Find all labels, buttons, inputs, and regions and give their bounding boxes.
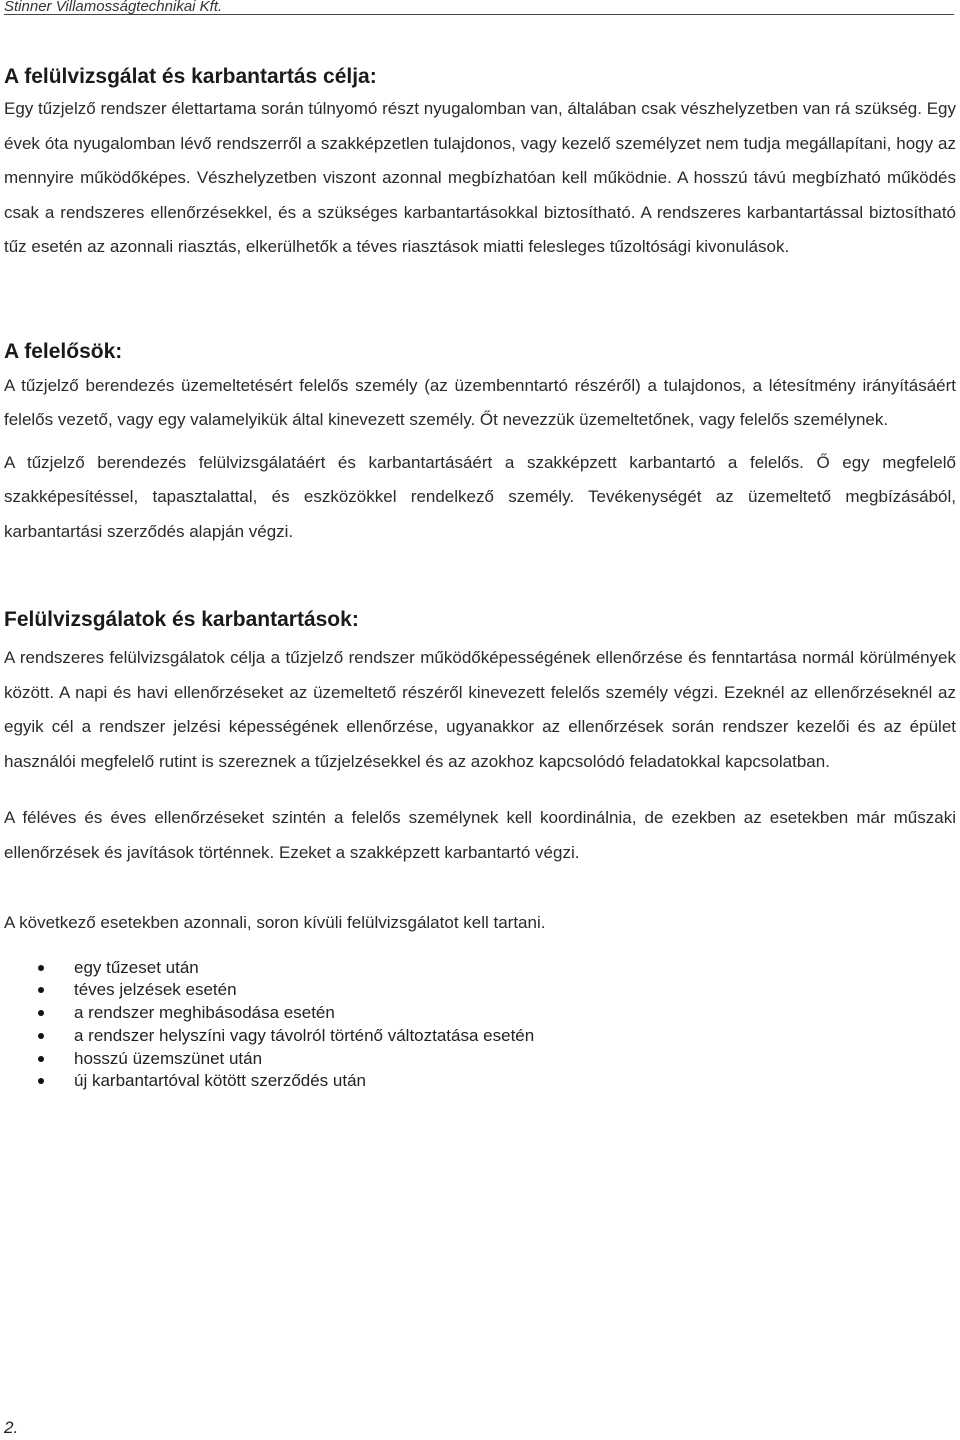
paragraph-maintainer: A tűzjelző berendezés felülvizsgálatáért és karbantartásáért a szakképzett karbantartó a felelős. Ő egy megfelelő szakképesítéssel, tapasztalattal, és eszközökkel rendelkező személy. Tevékenységét az üzemeltető megbízásából, karbantartási szerződés alapján végzi. [4, 452, 956, 541]
bullet-icon [38, 1010, 44, 1016]
paragraph-operator: A tűzjelző berendezés üzemeltetésért felelős személy (az üzembenntartó részéről) a tulajdonos, a létesítmény irányításáért felelős vezető, vagy egy valamelyikük által kinevezett személy. Őt nevezzük üzemeltetőnek, vagy felelős személynek. [4, 375, 956, 429]
document-body [4, 62, 956, 1093]
list-item-text: téves jelzések esetén [74, 980, 237, 1000]
list-item [4, 1070, 956, 1093]
paragraph-extraordinary-inspections: A következő esetekben azonnali, soron kívüli felülvizsgálatot kell tartani. [4, 913, 546, 932]
paragraph-purpose: Egy tűzjelző rendszer élettartama során túlnyomó részt nyugalomban van, általában csak vészhelyzetben van rá szükség. Egy évek óta nyugalomban lévő rendszerről a szakképzetlen tulajdonos, vagy kezelő személyzet nem tudja megállapítani, hogy az mennyire működőképes. Vészhelyzetben viszont azonnal megbízhatóan kell működnie. A hosszú távú megbízható működés csak a rendszeres ellenőrzésekkel, és a szükséges karbantartásokkal biztosítható. A rendszeres karbantartással biztosítható tűz esetén az azonnali riasztás, elkerülhetők a téves riasztások miatti felesleges tűzoltósági kivonulások. [4, 99, 956, 256]
list-item [4, 1025, 956, 1048]
bullet-icon [38, 965, 44, 971]
list-item-text: a rendszer meghibásodása esetén [74, 1003, 335, 1023]
list-item-text: hosszú üzemszünet után [74, 1048, 263, 1068]
bullet-icon [38, 1056, 44, 1062]
bullet-icon [38, 1033, 44, 1039]
section-title-inspections: Felülvizsgálatok és karbantartások: [4, 608, 359, 631]
list-item [4, 957, 956, 980]
section-inspections [4, 605, 956, 1093]
list-item [4, 1048, 956, 1071]
bullet-icon [38, 987, 44, 993]
list-item [4, 1002, 956, 1025]
paragraph-semiannual-inspections: A féléves és éves ellenőrzéseket szintén a felelős személynek kell koordinálnia, de ezekben az esetekben már műszaki ellenőrzések és javítások történnek. Ezeket a szakképzett karbantartó végzi. [4, 808, 956, 862]
paragraph-regular-inspections: A rendszeres felülvizsgálatok célja a tűzjelző rendszer működőképességének ellenőrzése és fenntartása normál körülmények között. A napi és havi ellenőrzéseket az üzemeltető részéről kinevezett felelős személy végzi. Ezeknél az ellenőrzéseknél az egyik cél a rendszer jelzési képességének ellenőrzése, ugyanakkor az ellenőrzések során rendszer kezelői és az épület használói megfelelő rutint is szereznek a tűzjelzésekkel és az azokhoz kapcsolódó feladatokkal kapcsolatban. [4, 648, 956, 771]
bullet-icon [38, 1078, 44, 1084]
section-title-purpose: A felülvizsgálat és karbantartás célja: [4, 65, 377, 88]
company-name: Stinner Villamosságtechnikai Kft. [4, 0, 223, 15]
page-number: 2. [4, 1418, 19, 1437]
section-purpose [4, 62, 956, 265]
section-title-responsibles: A felelősök: [4, 339, 123, 363]
extraordinary-cases-list [4, 957, 956, 1094]
list-item-text: új karbantartóval kötött szerződés után [74, 1071, 366, 1091]
page-header [4, 0, 954, 15]
list-item-text: a rendszer helyszíni vagy távolról történő változtatása esetén [74, 1025, 535, 1045]
list-item [4, 979, 956, 1002]
list-item-text: egy tűzeset után [74, 957, 199, 977]
section-responsibles [4, 337, 956, 550]
